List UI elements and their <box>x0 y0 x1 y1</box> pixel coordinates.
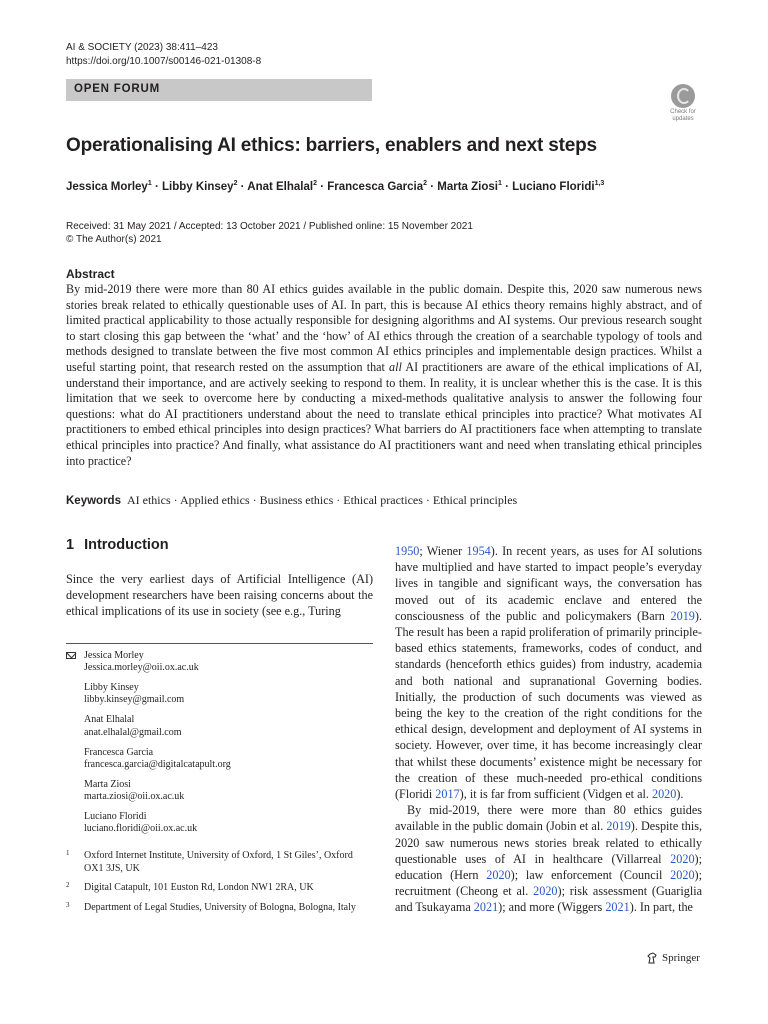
springer-horse-icon <box>646 952 658 964</box>
affiliation-entry <box>66 850 373 875</box>
contact-entry <box>66 747 373 772</box>
body-text: ); recruitment (Cheong et al. <box>395 868 702 899</box>
contact-email[interactable]: luciano.floridi@oii.ox.ac.uk <box>84 823 198 835</box>
author-affiliation-marker: 2 <box>423 180 428 187</box>
section-title: Introduction <box>84 537 169 553</box>
contact-entry <box>66 811 373 836</box>
author-name[interactable]: Jessica Morley <box>66 180 148 193</box>
author-name[interactable]: Marta Ziosi <box>437 180 498 193</box>
contact-name: Jessica Morley <box>84 650 144 661</box>
contact-email[interactable]: marta.ziosi@oii.ox.ac.uk <box>84 791 185 803</box>
section-number: 1 <box>66 537 75 553</box>
author-name[interactable]: Luciano Floridi <box>512 180 595 193</box>
section-label: OPEN FORUM <box>74 83 160 95</box>
badge-line2: updates <box>672 115 694 122</box>
publication-dates <box>66 220 473 246</box>
envelope-icon <box>66 652 76 659</box>
contact-name: Anat Elhalal <box>84 714 135 726</box>
section-heading-introduction <box>66 537 169 553</box>
affiliation-entry <box>66 882 373 895</box>
affiliation-number: 1 <box>66 849 70 857</box>
author-separator: · <box>317 180 328 193</box>
author-separator: · <box>151 180 162 193</box>
affiliation-number: 2 <box>66 881 70 889</box>
keywords-list: AI ethics · Applied ethics · Business ethics · Ethical practices · Ethical principles <box>126 493 518 507</box>
affiliation-number: 3 <box>66 900 70 909</box>
intro-left-column: Since the very earliest days of Artificial Intelligence (AI) development researchers have been raising concerns about the ethical implications of its use in society (see e.g., Turing <box>66 572 373 619</box>
author-affiliation-marker: 2 <box>233 180 238 187</box>
body-text: By mid-2019, there were more than 80 ethics guides available in the public domain (Jobin et al. <box>395 803 702 834</box>
citation-link[interactable]: 2020 <box>533 884 558 899</box>
citation-link[interactable]: 2020 <box>670 851 695 866</box>
citation-link[interactable]: 2017 <box>435 787 460 802</box>
journal-citation: AI & SOCIETY (2023) 38:411–423 <box>66 42 218 53</box>
keywords <box>66 493 517 508</box>
badge-line1: Check for <box>670 109 696 115</box>
publisher-name: Springer <box>662 952 700 964</box>
body-text: ). In part, the <box>629 900 693 915</box>
contact-email[interactable]: francesca.garcia@digitalcatapult.org <box>84 758 231 770</box>
keywords-label: Keywords <box>66 495 121 507</box>
body-text: ), it is far from sufficient (Vidgen et al. <box>459 787 652 802</box>
affiliations <box>66 850 373 921</box>
body-text: ). The result has been a rapid proliferation of primarily principle-based ethics statements, frameworks, codes of conduct, and standards (henceforth ethics guides) from industry, academia and both national and supranational Governing bodies. Initially, the production of such documents was viewed as being the key to the creation of the right conditions for the ethical design, development and deployment of AI systems in society. However, over time, it has become increasingly clear that whilst these documents’ existence might be necessary for the creation of these much-needed pro-ethical conditions (Floridi <box>395 608 702 802</box>
affiliation-text: Department of Legal Studies, University of Bologna, Bologna, Italy <box>84 901 356 913</box>
affiliation-entry <box>66 902 373 915</box>
contact-entry <box>66 650 373 675</box>
citation-link[interactable]: 1950 <box>395 544 420 558</box>
contact-email[interactable]: Jessica.morley@oii.ox.ac.uk <box>84 662 199 674</box>
citation-link[interactable]: 2021 <box>473 900 499 915</box>
contact-email[interactable]: libby.kinsey@gmail.com <box>84 694 185 706</box>
author-affiliation-marker: 2 <box>313 180 317 187</box>
abstract-italic: all <box>389 359 402 374</box>
footnote-divider <box>66 643 373 644</box>
paper-title: Operationalising AI ethics: barriers, enablers and next steps <box>66 135 597 156</box>
abstract-body <box>66 282 702 469</box>
date-line: Received: 31 May 2021 / Accepted: 13 October 2021 / Published online: 15 November 2021 <box>66 221 473 232</box>
author-affiliation-marker: 1,3 <box>594 180 605 187</box>
copyright-line: © The Author(s) 2021 <box>66 234 162 245</box>
citation-link[interactable]: 2021 <box>605 900 630 915</box>
abstract-part1: By mid-2019 there were more than 80 AI ethics guides available in the public domain. Despite this, 2020 saw numerous news stories break related to ethically questionable uses of AI. In part, this is because AI ethics theory remains highly abstract, and of limited practical applicability to those actually responsible for designing algorithms and AI systems. Our previous research sought to start closing this gap between the ‘what’ and the ‘how’ of AI ethics through the creation of a searchable typology of tools and methods designed to translate between the five most common AI ethics principles and implementable design practices. Whilst a useful starting point, that research rested on the assumption that <box>66 282 702 374</box>
citation-link[interactable]: 2020 <box>651 787 677 802</box>
author-separator: · <box>501 180 513 193</box>
contact-name: Francesca Garcia <box>84 746 154 758</box>
affiliation-text: Digital Catapult, 101 Euston Rd, London NW1 2RA, UK <box>84 882 314 893</box>
citation-link[interactable]: 2019 <box>606 819 631 834</box>
intro-paragraph-1 <box>395 543 702 802</box>
affiliation-text: Oxford Internet Institute, University of Oxford, 1 St Giles’, Oxford OX1 3JS, UK <box>84 850 353 874</box>
check-for-updates-badge[interactable] <box>664 84 702 124</box>
author-affiliation-marker: 1 <box>147 180 152 187</box>
body-text: ). <box>676 787 684 802</box>
body-text: ); education (Hern <box>395 851 702 883</box>
abstract-part2: AI practitioners are aware of the ethical implications of AI, understand their importance, and are actively seeking to respond to them. In reality, it is unclear whether this is the case. It is this limitation that we seek to overcome here by conducting a mixed-methods qualitative analysis to answer the following four questions: what do AI practitioners understand about the need to translate ethical principles into practice? What motivates AI practitioners to embed ethical principles into design practices? What barriers do AI practitioners face when attempting to translate ethical principles into practice? And finally, what assistance do AI practitioners want and need when translating ethical principles into practice? <box>66 359 702 468</box>
author-affiliation-marker: 1 <box>498 180 502 187</box>
body-text: ). Despite this, 2020 saw numerous news stories break related to ethically questionable uses of AI in healthcare (Villarreal <box>395 819 702 866</box>
author-name[interactable]: Francesca Garcia <box>327 180 424 193</box>
citation-link[interactable]: 1954 <box>466 544 491 558</box>
publisher-logo <box>646 952 700 964</box>
contact-entry <box>66 714 373 739</box>
contact-name: Luciano Floridi <box>84 810 147 822</box>
doi-link[interactable]: https://doi.org/10.1007/s00146-021-01308-8 <box>66 56 262 67</box>
citation-link[interactable]: 2020 <box>670 868 695 883</box>
body-text: ); risk assessment (Guariglia and Tsukayama <box>395 884 703 915</box>
author-contacts <box>66 650 373 843</box>
contact-entry <box>66 779 373 804</box>
body-text: ); law enforcement (Council <box>510 868 671 883</box>
abstract-heading: Abstract <box>66 267 115 281</box>
author-list <box>66 180 604 193</box>
journal-meta <box>66 41 261 69</box>
body-text: ); and more (Wiggers <box>498 900 606 915</box>
author-separator: · <box>427 180 438 193</box>
author-name[interactable]: Libby Kinsey <box>161 180 234 193</box>
contact-name: Libby Kinsey <box>84 682 139 694</box>
citation-link[interactable]: 2019 <box>670 608 695 623</box>
contact-name: Marta Ziosi <box>84 778 131 790</box>
check-updates-icon <box>671 84 695 108</box>
author-separator: · <box>237 180 248 193</box>
citation-link[interactable]: 2020 <box>486 868 511 883</box>
author-name[interactable]: Anat Elhalal <box>247 180 314 193</box>
intro-right-column <box>395 543 702 916</box>
section-band <box>66 79 372 101</box>
body-text: ). In recent years, as uses for AI solutions have multiplied and have started to impact people’s everyday lives in tangible and significant ways, the conversation has moved out of its academic enclave and entered the consciousness of the public and policymakers (Barn <box>395 544 702 623</box>
intro-paragraph-2 <box>395 802 702 915</box>
body-text: ; Wiener <box>419 544 467 558</box>
contact-email[interactable]: anat.elhalal@gmail.com <box>84 726 182 738</box>
contact-entry <box>66 682 373 707</box>
